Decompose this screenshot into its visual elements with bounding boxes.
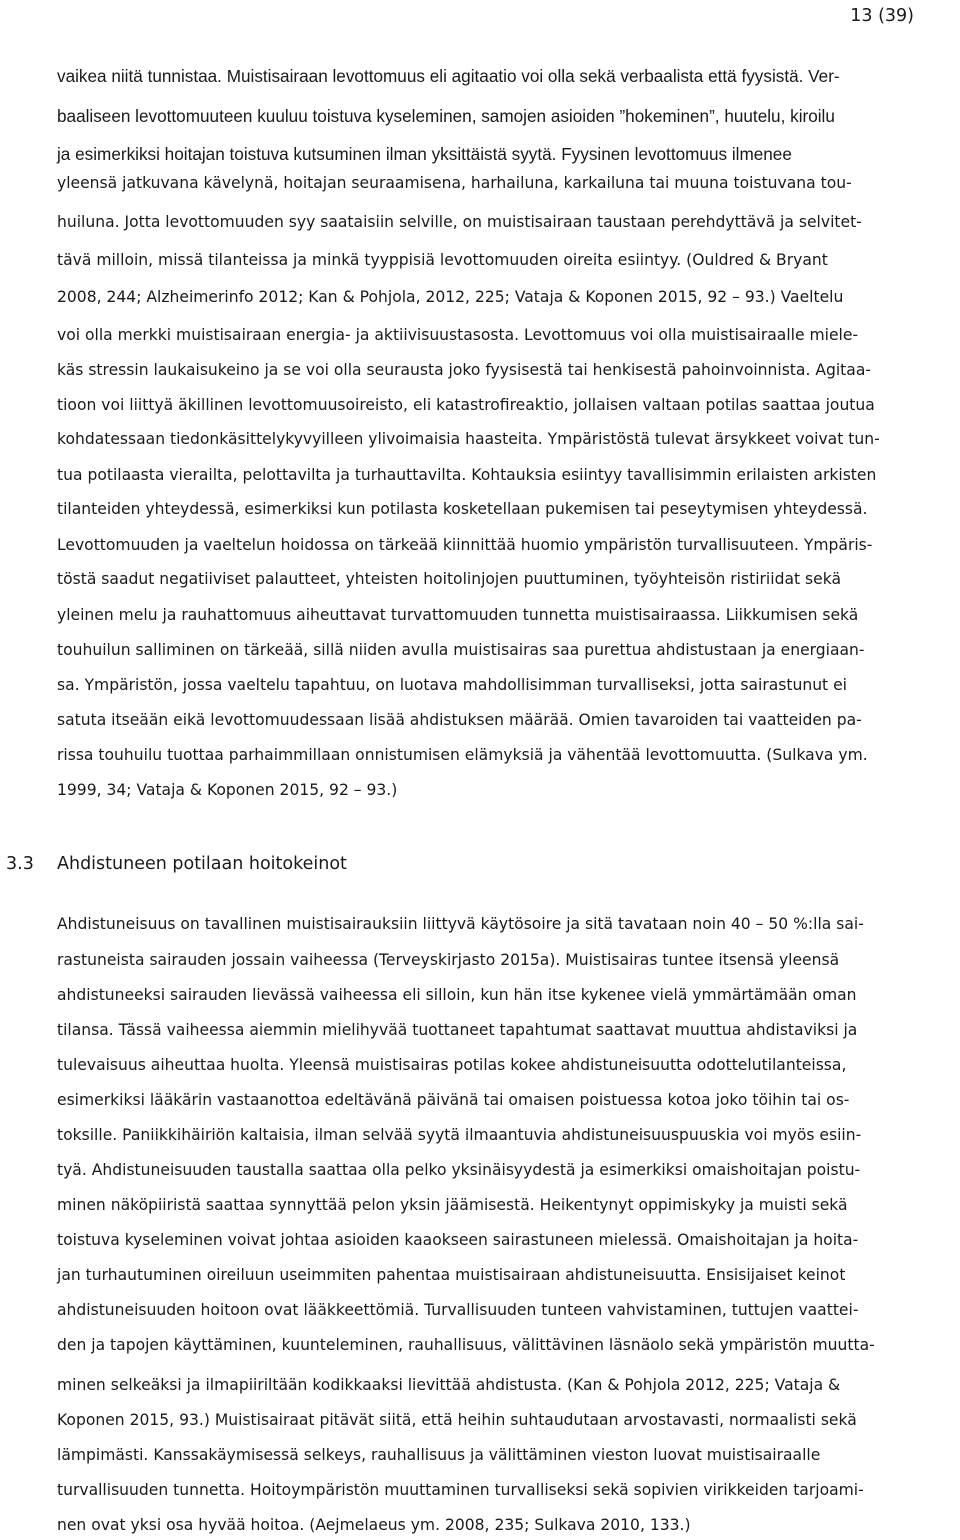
text-line: toistuva kyseleminen voivat johtaa asioiden kaaokseen sairastuneen mielessä. Omaishoitajan ja hoita- [57,1231,859,1249]
text-line: jan turhautuminen oireiluun useimmiten pahentaa muistisairaan ahdistuneisuutta. Ensisijaiset keinot [57,1266,846,1284]
text-line: sa. Ympäristön, jossa vaeltelu tapahtuu, on luotava mahdollisimman turvalliseksi, jotta sairastunut ei [57,676,848,694]
text-line: minen näköpiiristä saattaa synnyttää pelon yksin jäämisestä. Heikentynyt oppimiskyky ja muisti sekä [57,1196,848,1214]
text-line: baaliseen levottomuuteen kuuluu toistuva kyseleminen, samojen asioiden ”hokeminen”, huutelu, kiroilu [57,106,835,126]
text-line: huiluna. Jotta levottomuuden syy saataisiin selville, on muistisairaan taustaan perehdyttävä ja selvitet- [57,213,862,231]
section-number: 3.3 [6,854,34,874]
text-line: nen ovat yksi osa hyvää hoitoa. (Aejmelaeus ym. 2008, 235; Sulkava 2010, 133.) [57,1516,691,1534]
text-line: tilansa. Tässä vaiheessa aiemmin mielihyvää tuottaneet tapahtumat saattavat muuttua ahdistaviksi ja [57,1021,858,1039]
text-line: Ahdistuneisuus on tavallinen muistisairauksiin liittyvä käytösoire ja sitä tavataan noin 40 – 50 %:lla sai- [57,915,864,933]
text-line: tilanteiden yhteydessä, esimerkiksi kun potilasta kosketellaan pukemisen tai peseytymisen yhteydessä. [57,500,868,518]
text-line: rissa touhuilu tuottaa parhaimmillaan onnistumisen elämyksiä ja vähentää levottomuutta. (Sulkava ym. [57,746,868,764]
text-line: lämpimästi. Kanssakäymisessä selkeys, rauhallisuus ja välittäminen vieston luovat muistisairaalle [57,1446,821,1464]
text-line: minen selkeäksi ja ilmapiiriltään kodikkaaksi lievittää ahdistusta. (Kan & Pohjola 2012, 225; Vataja & [57,1376,841,1394]
text-line: touhuilun salliminen on tärkeää, sillä niiden avulla muistisairas saa purettua ahdistustaan ja energiaan- [57,641,865,659]
text-line: toksille. Paniikkihäiriön kaltaisia, ilman selvää syytä ilmaantuvia ahdistuneisuuspuuskia voi myös esiin- [57,1126,862,1144]
page-number: 13 (39) [850,6,914,26]
text-line: voi olla merkki muistisairaan energia- ja aktiivisuustasosta. Levottomuus voi olla muistisairaalle miele- [57,326,859,344]
text-line: vaikea niitä tunnistaa. Muistisairaan levottomuus eli agitaatio voi olla sekä verbaalista että fyysistä. Ver- [57,66,840,86]
text-line: Levottomuuden ja vaeltelun hoidossa on tärkeää kiinnittää huomio ympäristön turvallisuuteen. Ympäris- [57,536,873,554]
section-title: Ahdistuneen potilaan hoitokeinot [57,854,347,874]
text-line: rastuneista sairauden jossain vaiheessa (Terveyskirjasto 2015a). Muistisairas tuntee itsensä yleensä [57,951,840,969]
text-line: tioon voi liittyä äkillinen levottomuusoireisto, eli katastrofireaktio, jollaisen valtaan potilas saattaa joutua [57,396,875,414]
text-line: turvallisuuden tunnetta. Hoitoympäristön muuttaminen turvalliseksi sekä sopivien virikkeiden tarjoami- [57,1481,864,1499]
text-line: tyä. Ahdistuneisuuden taustalla saattaa olla pelko yksinäisyydestä ja esimerkiksi omaishoitajan poistu- [57,1161,861,1179]
text-line: kohdatessaan tiedonkäsittelykyvyilleen ylivoimaisia haasteita. Ympäristöstä tulevat ärsykkeet voivat tun- [57,430,880,448]
text-line: den ja tapojen käyttäminen, kuunteleminen, rauhallisuus, välittävinen läsnäolo sekä ympäristön muutta- [57,1336,875,1354]
text-line: käs stressin laukaisukeino ja se voi olla seurausta joko fyysisestä tai henkisestä pahoinvoinnista. Agitaa- [57,361,871,379]
text-line: tua potilaasta vierailta, pelottavilta ja turhauttavilta. Kohtauksia esiintyy tavallisimmin erilaisten arkisten [57,466,877,484]
text-line: tulevaisuus aiheuttaa huolta. Yleensä muistisairas potilas kokee ahdistuneisuutta odottelutilanteissa, [57,1056,847,1074]
section-heading [6,851,347,877]
text-line: ahdistuneisuuden hoitoon ovat lääkkeettömiä. Turvallisuuden tunteen vahvistaminen, tuttujen vaattei- [57,1301,859,1319]
text-line: 1999, 34; Vataja & Koponen 2015, 92 – 93.) [57,781,398,799]
text-line: esimerkiksi lääkärin vastaanottoa edeltävänä päivänä tai omaisen poistuessa kotoa joko töihin tai os- [57,1091,850,1109]
text-line: 2008, 244; Alzheimerinfo 2012; Kan & Pohjola, 2012, 225; Vataja & Koponen 2015, 92 – 93.) Vaeltelu [57,288,844,306]
text-line: satuta itseään eikä levottomuudessaan lisää ahdistuksen määrää. Omien tavaroiden tai vaatteiden pa- [57,711,862,729]
text-line: yleinen melu ja rauhattomuus aiheuttavat turvattomuuden tunnetta muistisairaassa. Liikkumisen sekä [57,606,859,624]
text-line: ja esimerkiksi hoitajan toistuva kutsuminen ilman yksittäistä syytä. Fyysinen levottomuus ilmenee [57,144,792,164]
text-line: yleensä jatkuvana kävelynä, hoitajan seuraamisena, harhailuna, karkailuna tai muuna toistuvana tou- [57,174,852,192]
text-line: ahdistuneeksi sairauden lievässä vaiheessa eli silloin, kun hän itse kykenee vielä ymmärtämään oman [57,986,857,1004]
text-line: tävä milloin, missä tilanteissa ja minkä tyyppisiä levottomuuden oireita esiintyy. (Ouldred & Bryant [57,251,828,269]
text-line: Koponen 2015, 93.) Muistisairaat pitävät siitä, että heihin suhtaudutaan arvostavasti, normaalisti sekä [57,1411,857,1429]
text-line: töstä saadut negatiiviset palautteet, yhteisten hoitolinjojen puuttuminen, työyhteisön ristiriidat sekä [57,570,841,588]
